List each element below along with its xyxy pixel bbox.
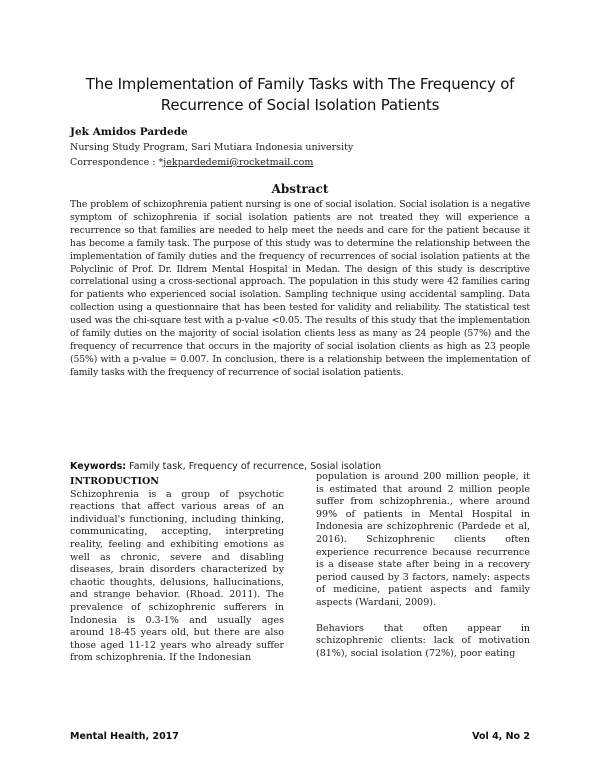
correspondence-label: Correspondence : * — [70, 157, 164, 168]
keywords-text: Family task, Frequency of recurrence, Sosial isolation — [126, 461, 382, 472]
abstract-heading: Abstract — [271, 182, 329, 196]
correspondence — [70, 157, 313, 168]
footer-journal: Mental Health, 2017 — [70, 731, 179, 742]
title-line-2: Recurrence of Social Isolation Patients — [160, 96, 440, 114]
title-line-1: The Implementation of Family Tasks with The Frequency of — [85, 75, 515, 93]
author-affiliation: Nursing Study Program, Sari Mutiara Indonesia university — [70, 142, 354, 153]
correspondence-email-link[interactable]: jekpardedemi@rocketmail.com — [163, 157, 314, 168]
abstract-text: The problem of schizophrenia patient nursing is one of social isolation. Social isolation is a negative symptom of schizophrenia if social isolation patients are not treated they will experience a recurrence so that families are needed to help meet the needs and care for the patient because it has become a family task. The purpose of this study was to determine the relationship between the implementation of family duties and the frequency of recurrences of social isolation patients at the Polyclinic of Prof. Dr. Ildrem Mental Hospital in Medan. The design of this study is descriptive correlational using a cross-sectional approach. The population in this study were 42 families caring for patients who experienced social isolation. Sampling technique using accidental sampling. Data collection using a questionnaire that has been tested for validity and reliability. The statistical test used was the chi-square test with a p-value <0.05. The results of this study that the implementation of family duties on the majority of social isolation clients less as many as 24 people (57%) and the frequency of recurrence that occurs in the majority of social isolation clients as high as 23 people (55%) with a p-value = 0.007. In conclusion, there is a relationship between the implementation of family tasks with the frequency of recurrence of social isolation patients. — [70, 199, 530, 378]
introduction-paragraph-right-2: Behaviors that often appear in schizophrenic clients: lack of motivation (81%), social isolation (72%), poor eating — [316, 622, 530, 659]
author-name: Jek Amidos Pardede — [70, 126, 188, 138]
keywords-label: Keywords: — [70, 461, 127, 472]
paper-title — [60, 74, 540, 116]
introduction-heading: INTRODUCTION — [70, 476, 159, 487]
introduction-paragraph-left: Schizophrenia is a group of psychotic reactions that affect various areas of an individual's functioning, including thinking, communicating, accepting, interpreting reality, feeling and exhibiting emotions as well as chronic, severe and disabling diseases, brain disorders characterized by chaotic thoughts, delusions, hallucinations, and strange behavior. (Rhoad. 2011). The prevalence of schizophrenic sufferers in Indonesia is 0.3-1% and usually ages around 18-45 years old, but there are also those aged 11-12 years who already suffer from schizophrenia. If the Indonesian — [70, 488, 284, 664]
left-column — [70, 476, 284, 665]
introduction-paragraph-right-1: population is around 200 million people, it is estimated that around 2 million people suffer from schizophrenia., where around 99% of patients in Mental Hospital in Indonesia are schizophrenic (Pardede et al, 2016). Schizophrenic clients often experience recurrence because recurrence is a disease state after being in a recovery period caused by 3 factors, namely: aspects of medicine, patient aspects and family aspects (Wardani, 2009). — [316, 471, 530, 608]
right-column — [316, 471, 530, 660]
footer-volume: Vol 4, No 2 — [472, 731, 530, 742]
